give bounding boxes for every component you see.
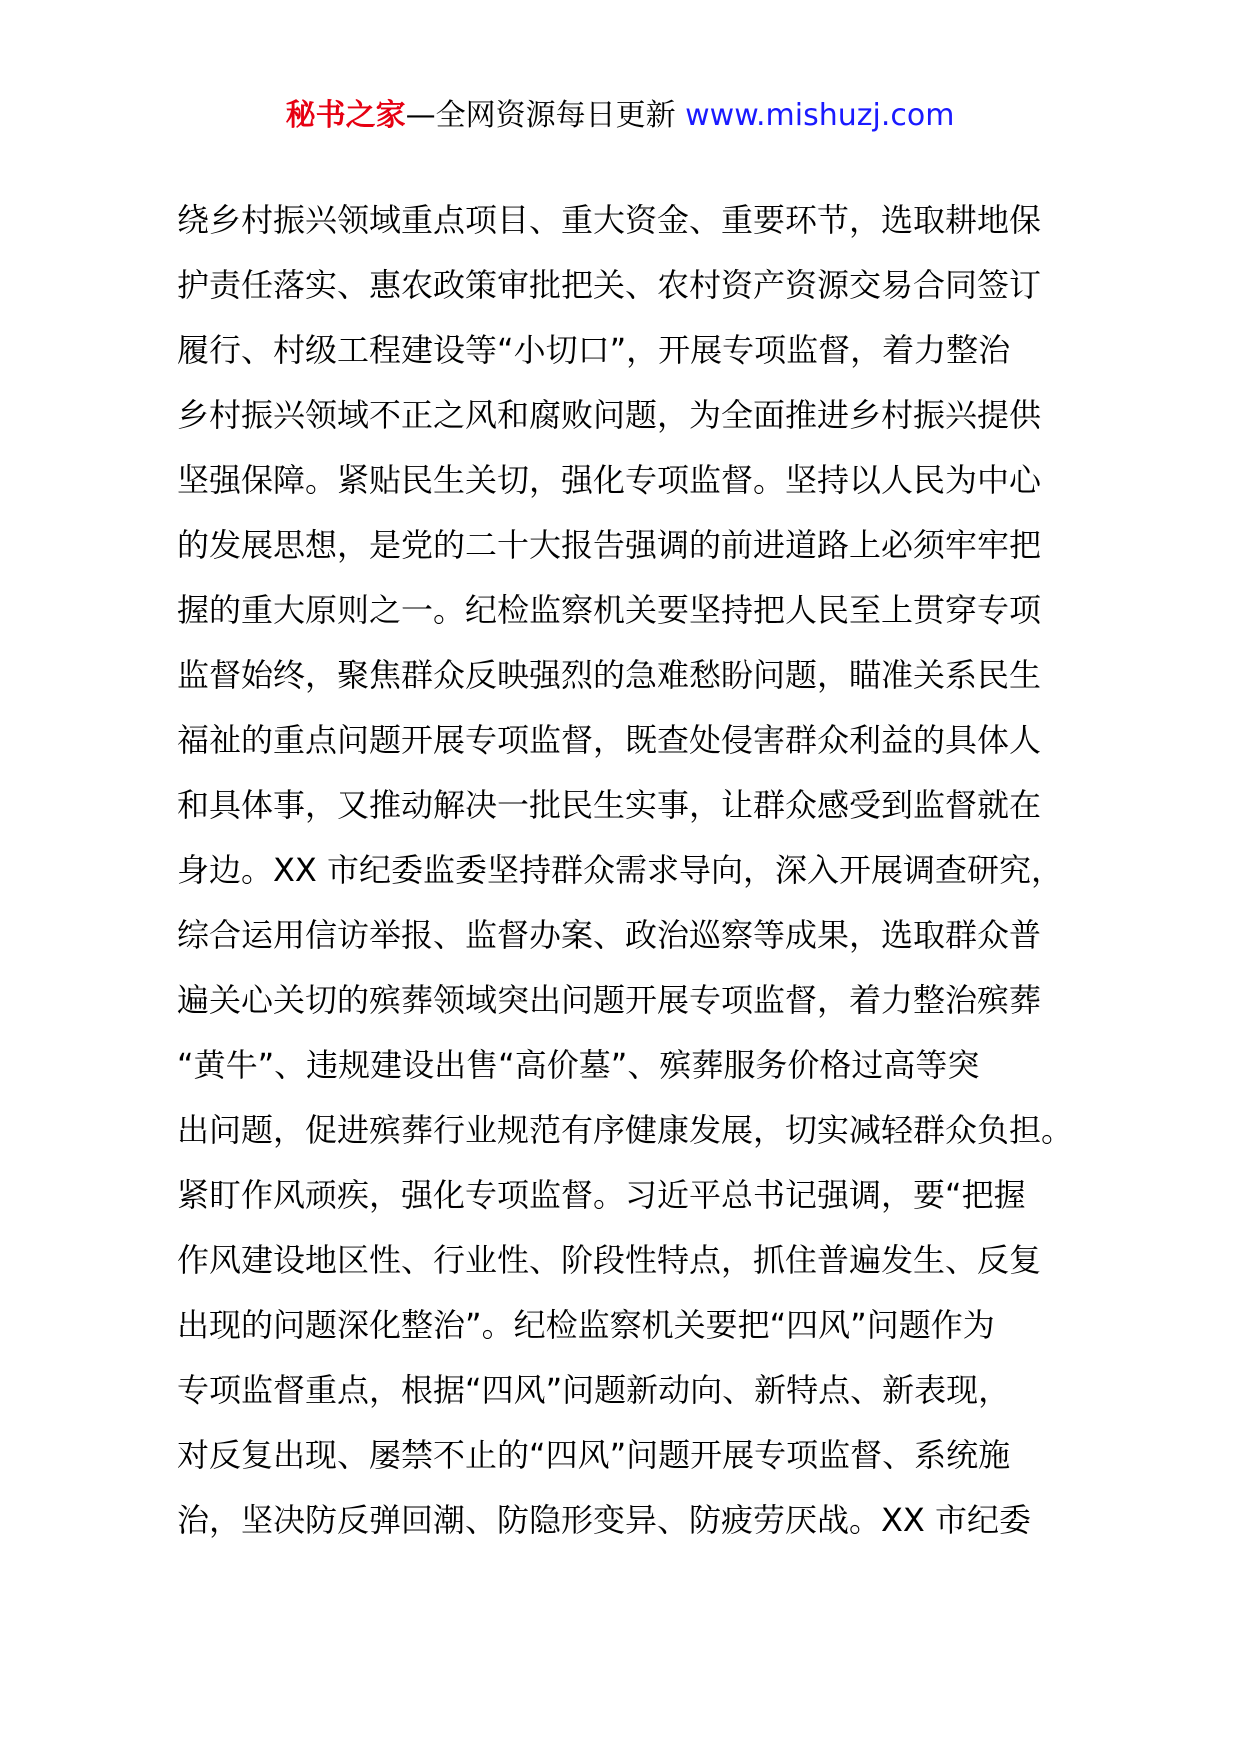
text-line: 和具体事，又推动解决一批民生实事，让群众感受到监督就在 [177, 786, 1042, 824]
text-line: 遍关心关切的殡葬领域突出问题开展专项监督，着力整治殡葬 [177, 981, 1042, 1019]
text-line: “黄牛”、违规建设出售“高价墓”、殡葬服务价格过高等突 [177, 1046, 980, 1084]
text-line: 综合运用信访举报、监督办案、政治巡察等成果，选取群众普 [177, 916, 1042, 954]
website-link[interactable]: www.mishuzj.com [685, 98, 955, 133]
brand-name: 秘书之家 [285, 98, 406, 133]
page-header [0, 96, 1240, 136]
text-line: 福祉的重点问题开展专项监督，既查处侵害群众利益的具体人 [177, 721, 1042, 759]
text-line: 监督始终，聚焦群众反映强烈的急难愁盼问题，瞄准关系民生 [177, 656, 1042, 694]
document-body [177, 188, 1097, 1553]
text-line: 作风建设地区性、行业性、阶段性特点，抓住普遍发生、反复 [177, 1241, 1042, 1279]
text-line: 绕乡村振兴领域重点项目、重大资金、重要环节，选取耕地保 [177, 201, 1042, 239]
text-line: 坚强保障。紧贴民生关切，强化专项监督。坚持以人民为中心 [177, 461, 1042, 499]
text-line: 专项监督重点，根据“四风”问题新动向、新特点、新表现， [177, 1371, 1011, 1409]
text-line: 履行、村级工程建设等“小切口”，开展专项监督，着力整治 [177, 331, 1011, 369]
text-line: 乡村振兴领域不正之风和腐败问题，为全面推进乡村振兴提供 [177, 396, 1042, 434]
header-tagline: —全网资源每日更新 [405, 98, 676, 133]
text-line: 紧盯作风顽疾，强化专项监督。习近平总书记强调，要“把握 [177, 1176, 1026, 1214]
text-line: 出现的问题深化整治”。纪检监察机关要把“四风”问题作为 [177, 1306, 995, 1344]
text-line: 对反复出现、屡禁不止的“四风”问题开展专项监督、系统施 [177, 1436, 1011, 1474]
text-line: 的发展思想，是党的二十大报告强调的前进道路上必须牢牢把 [177, 526, 1042, 564]
text-line: 握的重大原则之一。纪检监察机关要坚持把人民至上贯穿专项 [177, 591, 1042, 629]
text-line: 身边。XX 市纪委监委坚持群众需求导向，深入开展调查研究， [177, 851, 1064, 889]
text-line: 出问题，促进殡葬行业规范有序健康发展，切实减轻群众负担。 [177, 1111, 1074, 1149]
text-line: 治，坚决防反弹回潮、防隐形变异、防疲劳厌战。XX 市纪委 [177, 1501, 1032, 1539]
text-line: 护责任落实、惠农政策审批把关、农村资产资源交易合同签订 [177, 266, 1042, 304]
